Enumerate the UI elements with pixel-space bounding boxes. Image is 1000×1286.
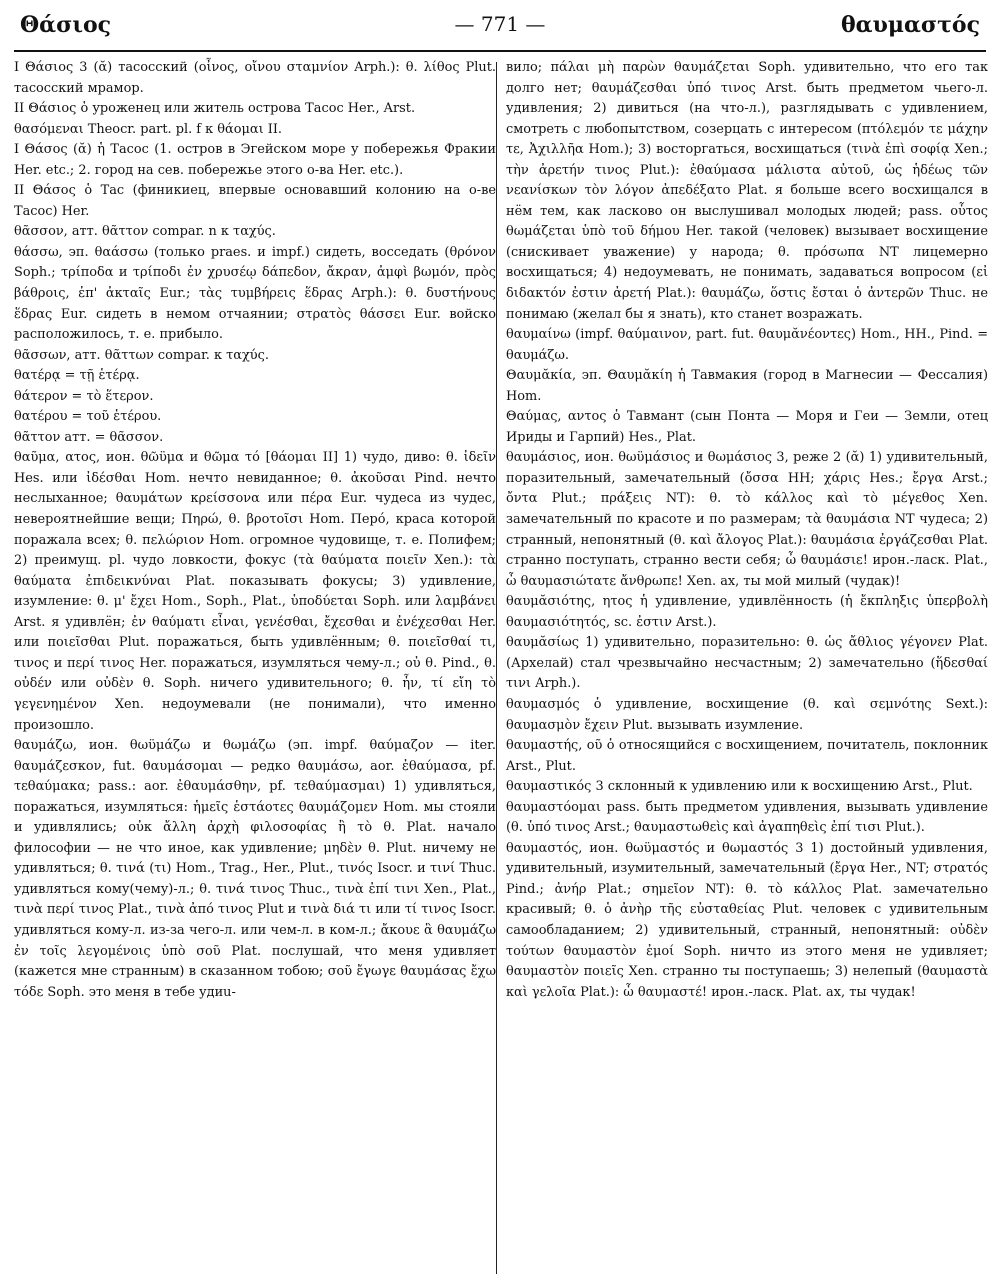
dictionary-entry: I Θάσος (ᾰ) ἡ Тасос (1. остров в Эгейском море у побережья Фракии Her. etc.; 2. город на сев. побережье этого о-ва Her. etc.). <box>14 142 496 178</box>
dictionary-entry: θάσσω, эп. θαάσσω (только praes. и impf.) сидеть, восседать (θρόνον Soph.; τρίποδα и τρίποδι ἐν χρυσέῳ δάπεδον, ἄκραν, ἀμφὶ βωμόν, πρὸς βάθροις, ἐπ' ἀκταῖς Eur.; τὰς τυμβήρεις ἕδρας Arph.): θ. δυστήνους ἕδρας Eur. сидеть в немом отчаянии; στρατὸς θάσσει Eur. войско расположилось, т. е. прибыло. <box>14 244 496 343</box>
dictionary-entry: Θαύμας, αντος ὁ Тавмант (сын Понта — Моря и Геи — Земли, отец Ириды и Гарпий) Hes., Plat. <box>506 409 988 445</box>
dictionary-entry: θαυμαστικός 3 склонный к удивлению или к восхищению Arst., Plut. <box>506 779 973 795</box>
dictionary-entry: θαυμᾰσιότης, ητος ἡ удивление, удивлённость (ἡ ἔκπληξις ὑπερβολὴ θαυμασιότητός, sc. ἐστιν Arst.). <box>506 594 988 630</box>
dictionary-entry: Θαυμᾰκία, эп. Θαυμᾰκίη ἡ Тавмакия (город в Магнесии — Фессалия) Hom. <box>506 368 988 404</box>
dictionary-entry: θᾶσσον, атт. θᾶττον compar. n к ταχύς. <box>14 224 276 240</box>
dictionary-entry: θαῦμα, ατος, ион. θῶϋμα и θῶμα τό [θάομαι II] 1) чудо, диво: θ. ἰδεῖν Hes. или ἰδέσθαι Hom. нечто невиданное; θ. ἀκοῦσαι Pind. нечто неслыханное; θαυμάτων κρείσσονα или πέρα Eur. чудеса из чудес, невероятнейшие вещи; Πηρώ, θ. βροτοῖσι Hom. Перó, краса которой поражала всех; θ. πελώριον Hom. огромное чудовище, т. е. Полифем; 2) преимущ. pl. чудо ловкости, фокус (τὰ θαύματα ποιεῖν Xen.): τὰ θαύματα ἐπιδεικνύναι Plat. показывать фокусы; 3) удивление, изумление: θ. μ' ἔχει Hom., Soph., Plat., ὑποδύεται Soph. или λαμβάνει Arst. я удивлён; ἐν θαύματι εἶναι, γενέσθαι, ἔχεσθαι и ἐνέχεσθαι Her. или ποιεῖσθαι Plut. поражаться, быть удивлённым; θ. ποιεῖσθαί τι, τινος и περί τινος Her. поражаться, изумляться чему-л.; οὐ θ. Pind., θ. οὐδέν или οὐδὲν θ. Soph. ничего удивительного; θ. ἦν, τί εἴη τὸ γεγενημένον Xen. недоумевали (не понимали), что именно произошло. <box>14 450 496 733</box>
header-rule <box>14 50 986 52</box>
dictionary-entry: θαυμαστός, ион. θωϋμαστός и θωμαστός 3 1) достойный удивления, удивительный, изумительный, замечательный (ἔργα Her., NT; στρατός Pind.; ἀνήρ Plat.; σημεῖον NT): θ. τὸ κάλλος Plat. замечательно красивый; θ. ὁ ἀνὴρ τῆς εὐσταθείας Plut. человек с удивительным самообладанием; 2) удивительный, странный, непонятный: οὐδὲν τούτων θαυμαστὸν ἐμοί Soph. ничто из этого меня не удивляет; θαυμαστὸν ποιεῖς Xen. странно ты поступаешь; 3) нелепый (θαυμαστὰ καὶ γελοῖα Plat.): ὦ θαυμαστέ! ирон.-ласк. Plat. ах, ты чудак! <box>506 840 988 1000</box>
dictionary-entry: θαυμασμός ὁ удивление, восхищение (θ. καὶ σεμνότης Sext.): θαυμασμὸν ἔχειν Plut. вызывать изумление. <box>506 696 988 733</box>
dictionary-entry: θασόμεναι Theocr. part. pl. f к θάομαι II. <box>14 121 283 137</box>
dictionary-entry: I Θάσιος 3 (ᾰ) тасосский (οἶνος, οἴνου σταμνίον Arph.): θ. λίθος Plut. тасосский мрамор. <box>14 60 496 96</box>
dictionary-entry: θαυμαίνω (impf. θαύμαινον, part. fut. θαυμᾰνέοντες) Hom., HH., Pind. = θαυμάζω. <box>506 327 988 363</box>
dictionary-entry: θαυμαστής, οῦ ὁ относящийся с восхищением, почитатель, поклонник Arst., Plut. <box>506 738 988 774</box>
dictionary-entry: θάτερον = τὸ ἕτερον. <box>14 388 154 404</box>
dictionary-entry: θαυμάσιος, ион. θωϋμάσιος и θωμάσιος 3, реже 2 (ᾰ) 1) удивительный, поразительный, замечательный (ὄσσα HH; χάρις Hes.; ἔργα Arst.; ὄντα Plut.; πράξεις NT): θ. τὸ κάλλος καὶ τὸ μέγεθος Xen. замечательный по красоте и по размерам; τὰ θαυμάσια NT чудеса; 2) странный, непонятный (θ. καὶ ἄλογος Plat.): θαυμάσια ἐργάζεσθαι Plat. странно поступать, странно вести себя; ὦ θαυμάσιε! ирон.-ласк. Plat., ὦ θαυμασιώτατε ἄνθρωπε! Xen. ах, ты мой милый (чудак)! <box>506 450 988 589</box>
dictionary-entry: θᾶσσων, атт. θᾶττων compar. к ταχύς. <box>14 347 269 363</box>
dictionary-entry: θαυμᾰσίως 1) удивительно, поразительно: θ. ὡς ἄθλιος γέγονεν Plat. (Архелай) стал чрезвычайно несчастным; 2) замечательно (ἥδεσθαί τινι Arph.). <box>506 635 988 692</box>
header-first-word: Θάσιος <box>20 12 112 38</box>
dictionary-entry: θατέρᾳ = τῇ ἑτέρᾳ. <box>14 368 140 384</box>
dictionary-entry: θατέρου = τοῦ ἑτέρου. <box>14 409 162 425</box>
page-number: — 771 — <box>454 12 546 36</box>
column-divider <box>496 62 497 1274</box>
right-column <box>506 58 988 1003</box>
page-header <box>20 12 980 46</box>
left-column <box>14 58 496 1003</box>
dictionary-entry: θαυμάζω, ион. θωϋμάζω и θωμάζω (эп. impf. θαύμαζον — iter. θαυμάζεσκον, fut. θαυμάσομαι — редко θαυμάσω, aor. ἐθαύμασα, pf. τεθαύμακα; pass.: aor. ἐθαυμάσθην, pf. τεθαύμασμαι) 1) удивляться, поражаться, изумляться: ἡμεῖς ἑστάοτες θαυμάζομεν Hom. мы стояли и удивлялись; οὐκ ἄλλη ἀρχὴ φιλοσοφίας ἢ τὸ θ. Plat. начало философии — не что иное, как удивление; μηδὲν θ. Plut. ничему не удивляться; θ. τινά (τι) Hom., Trag., Her., Plut., τινός Isocr. и τινί Thuc. удивляться кому(чему)-л.; θ. τινά τινος Thuc., τινὰ ἐπί τινι Xen., Plat., τινὰ περί τινος Plat., τινὰ ἀπό τινος Plut и τινὰ διά τι или τί τινος Isocr. удивляться кому-л. из-за чего-л. или чем-л. в ком-л.; ἄκουε ἃ θαυμάζω ἐν τοῖς λεγομένοις ὑπὸ σοῦ Plat. послушай, что меня удивляет (кажется мне странным) в сказанном тобою; σοῦ ἔγωγε θαυμάσας ἔχω τόδε Soph. это меня в тебе удиu- <box>14 738 496 1000</box>
dictionary-entry: II Θάσος ὁ Тас (финикиец, впервые основавший колонию на о-ве Тасос) Her. <box>14 183 496 219</box>
dictionary-entry: θαυμαστόομαι pass. быть предметом удивления, вызывать удивление (θ. ὑπό τινος Arst.; θαυμαστωθεὶς καὶ ἀγαπηθεὶς ἐπί τισι Plut.). <box>506 799 988 836</box>
dictionary-entry: вило; πάλαι μὴ παρὼν θαυμάζεται Soph. удивительно, что его так долго нет; θαυμάζεσθαι ὑπό τινος Arst. быть предметом чьего-л. удивления; 2) дивиться (на что-л.), разглядывать с удивлением, смотреть с любопытством, созерцать с интересом (πτόλεμόν τε μάχην τε, Ἀχιλλῆα Hom.); 3) восторгаться, восхищаться (τινὰ ἐπὶ σοφίᾳ Xen.; τὴν ἀρετήν τινος Plut.): ἐθαύμασα μάλιστα αὐτοῦ, ὡς ἡδέως τῶν νεανίσκων τὸν λόγον ἀπεδέξατο Plat. я больше всего восхищался в нём тем, как ласково он выслушивал молодых людей; pass. οὗτος θωμάζεται ὑπὸ τοῦ δήμου Her. такой (человек) вызывает восхищение (снискивает уважение) у народа; θ. πρόσωπα NT лицемерно восхищаться; 4) недоумевать, не понимать, задаваться вопросом (εἰ διδακτόν ἐστιν ἀρετή Plat.): θαυμάζω, ὅστις ἔσται ὁ ἀντερῶν Thuc. не понимаю (желал бы я знать), кто станет возражать. <box>506 60 988 322</box>
dictionary-entry: θᾶττον атт. = θᾶσσον. <box>14 429 164 445</box>
dictionary-entry: II Θάσιος ὁ уроженец или житель острова Тасос Her., Arst. <box>14 101 416 117</box>
header-last-word: θαυμαστός <box>841 12 980 38</box>
